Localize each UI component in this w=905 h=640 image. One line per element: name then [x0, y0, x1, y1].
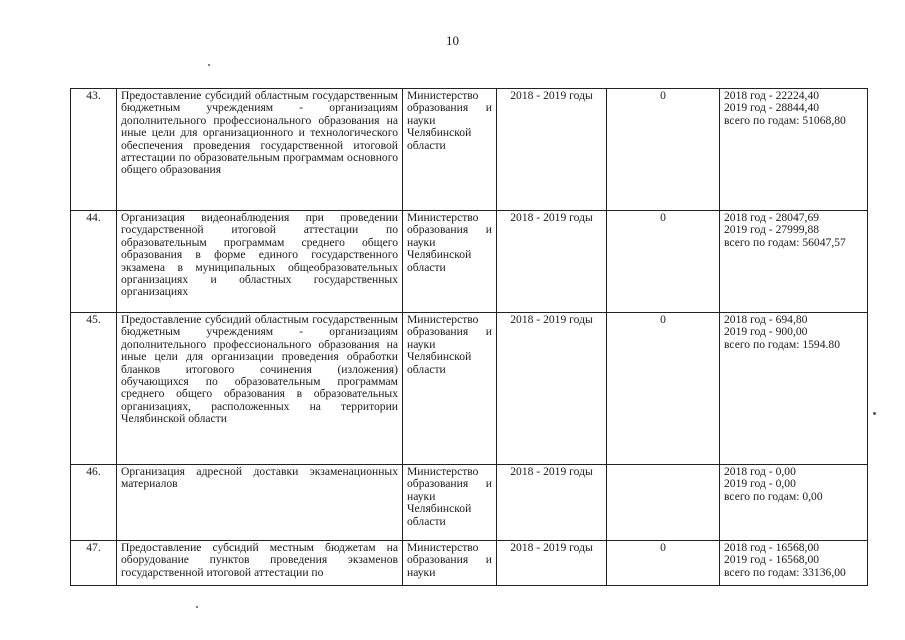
- row-number: 46.: [71, 465, 117, 541]
- funding-2018: 2018 год - 16568,00: [724, 541, 820, 554]
- measure-description: Предоставление субсидий областным государственным бюджетным учреждениям - организациям дополнительного профессионального образования на иные цели для организации проведения обработки бланков итогового сочинения (изложения) обучающихся по образовательным программам среднего общего образования в образовательных организациях, расположенных на территории Челябинской области: [117, 313, 403, 465]
- funding-2018: 2018 год - 22224,40: [724, 89, 820, 102]
- funding-total: всего по годам: 33136,00: [724, 565, 846, 579]
- funding-cell: [720, 541, 868, 586]
- responsible-organization: Министерство образования и науки Челябинской области: [403, 465, 497, 541]
- row-number: 45.: [71, 313, 117, 465]
- page-number: 10: [446, 33, 459, 48]
- funding-2019: 2019 год - 0,00: [724, 477, 796, 491]
- table-row: [71, 211, 868, 313]
- funding-2019: 2019 год - 16568,00: [724, 553, 820, 567]
- implementation-period: 2018 - 2019 годы: [497, 211, 607, 313]
- scan-speck: [873, 412, 876, 415]
- measures-table: [70, 88, 868, 586]
- responsible-organization: Министерство образования и науки Челябинской области: [403, 89, 497, 211]
- measure-value: 0: [607, 541, 720, 586]
- funding-2019: 2019 год - 27999,88: [724, 223, 820, 237]
- measure-description: Организация видеонаблюдения при проведении государственной итоговой аттестации по образовательным программам среднего общего образования в форме единого государственного экзамена в муниципальных общеобразовательных организациях и областных государственных организациях: [117, 211, 403, 313]
- funding-total: всего по годам: 1594.80: [724, 337, 841, 351]
- measure-value: 0: [607, 89, 720, 211]
- row-number: 43.: [71, 89, 117, 211]
- funding-total: всего по годам: 0,00: [724, 489, 823, 503]
- measure-value: 0: [607, 313, 720, 465]
- measure-description: Предоставление субсидий областным государственным бюджетным учреждениям - организациям дополнительного профессионального образования на иные цели для организационного и технологического обеспечения проведения государственной итоговой аттестации по образовательным программам основного общего образования: [117, 89, 403, 211]
- implementation-period: 2018 - 2019 годы: [497, 313, 607, 465]
- implementation-period: 2018 - 2019 годы: [497, 89, 607, 211]
- funding-cell: [720, 465, 868, 541]
- funding-cell: [720, 89, 868, 211]
- measure-description: Предоставление субсидий местным бюджетам на оборудование пунктов проведения экзаменов государственной итоговой аттестации по: [117, 541, 403, 586]
- funding-total: всего по годам: 56047,57: [724, 235, 846, 249]
- table-row: [71, 89, 868, 211]
- funding-cell: [720, 211, 868, 313]
- responsible-organization: Министерство образования и науки: [403, 541, 497, 586]
- table-row: [71, 465, 868, 541]
- funding-2018: 2018 год - 694,80: [724, 313, 808, 326]
- funding-cell: [720, 313, 868, 465]
- implementation-period: 2018 - 2019 годы: [497, 465, 607, 541]
- measure-value: 0: [607, 211, 720, 313]
- scan-speck: [208, 64, 210, 66]
- row-number: 44.: [71, 211, 117, 313]
- implementation-period: 2018 - 2019 годы: [497, 541, 607, 586]
- funding-2018: 2018 год - 28047,69: [724, 211, 820, 224]
- funding-2019: 2019 год - 28844,40: [724, 101, 820, 115]
- table-row: [71, 541, 868, 586]
- scan-speck: [196, 606, 198, 608]
- responsible-organization: Министерство образования и науки Челябинской области: [403, 211, 497, 313]
- table-row: [71, 313, 868, 465]
- measure-value: [607, 465, 720, 541]
- measure-description: Организация адресной доставки экзаменационных материалов: [117, 465, 403, 541]
- funding-2018: 2018 год - 0,00: [724, 465, 796, 478]
- row-number: 47.: [71, 541, 117, 586]
- responsible-organization: Министерство образования и науки Челябинской области: [403, 313, 497, 465]
- funding-2019: 2019 год - 900,00: [724, 325, 808, 339]
- funding-total: всего по годам: 51068,80: [724, 113, 846, 127]
